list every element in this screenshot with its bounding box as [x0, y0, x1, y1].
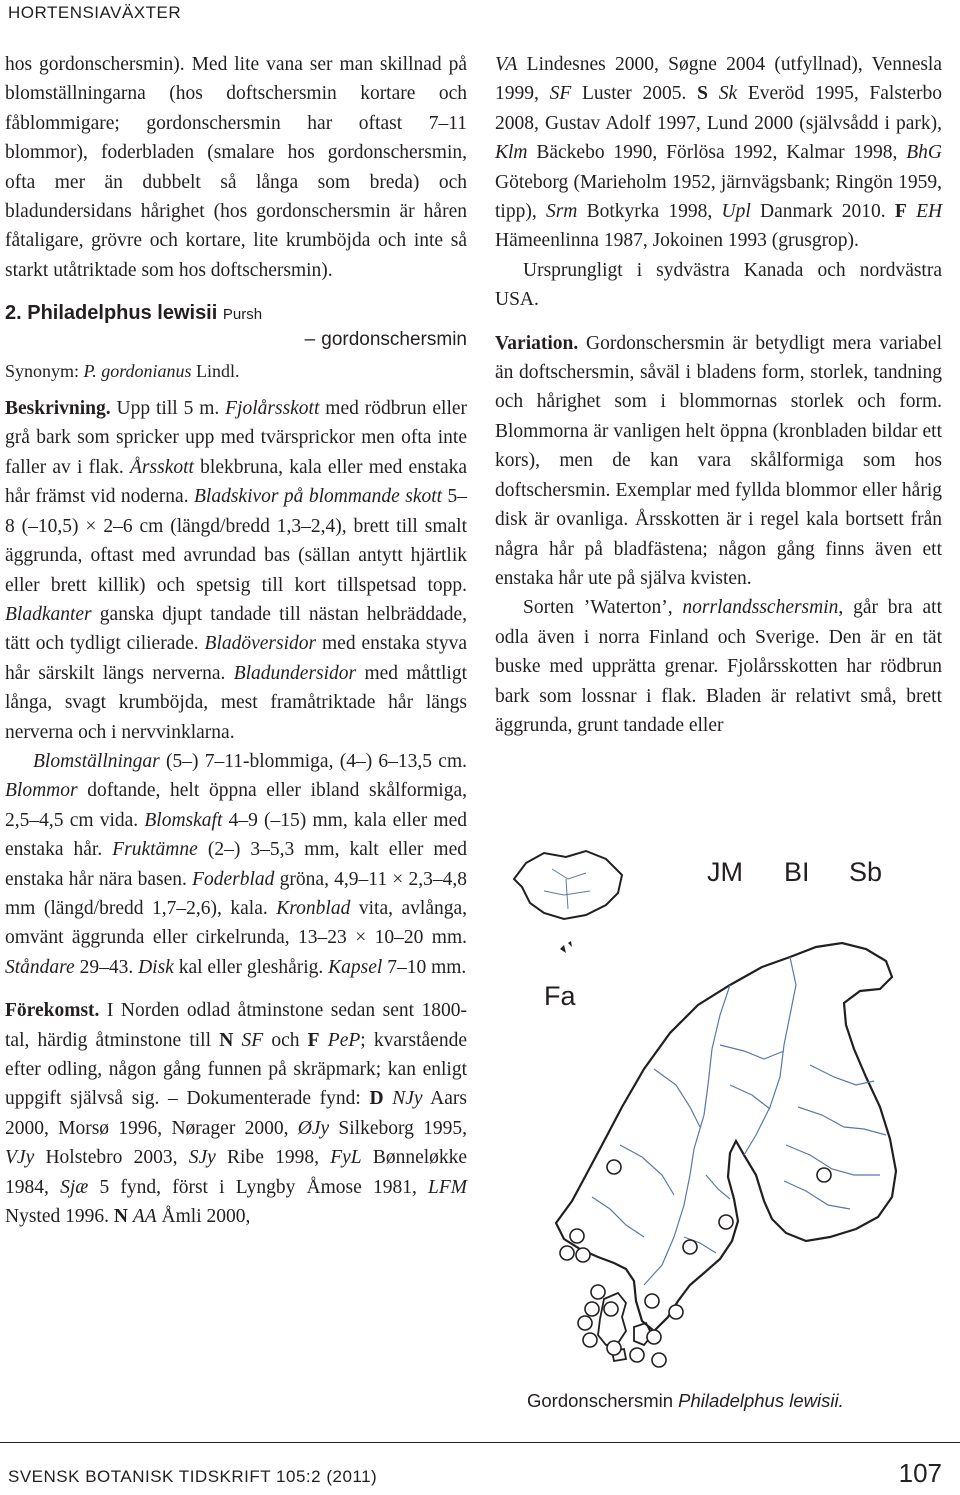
species-heading: 2. Philadelphus lewisii Pursh [5, 302, 263, 325]
occurrence-point [607, 1341, 621, 1355]
occurrence-paragraph: Förekomst. I Norden odlad åtminstone sedan sent 1800-tal, härdig åtminstone till N SF och F PeP; kvarstående efter odling, någon gång funnen på skräpmark; kan enligt uppgift självså sig. – Dokumenterade fynd: D NJy Aars 2000, Morsø 1996, Nørager 2000, ØJy Silkeborg 1995, VJy Holstebro 2003, SJy Ribe 1998, FyL Bønneløkke 1984, Sjæ 5 fynd, först i Lyngby Åmose 1981, LFM Nysted 1996. N AA Åmli 2000, [5, 1000, 468, 1228]
occurrence-point [645, 1294, 659, 1308]
occurrence-point [583, 1333, 597, 1347]
map-caption: Gordonschersmin Philadelphus lewisii. [527, 1390, 844, 1411]
label-fa: Fa [544, 981, 576, 1011]
occurrence-point [591, 1285, 605, 1299]
occurrence-point [578, 1316, 592, 1330]
occurrence-point [607, 1160, 621, 1174]
label-jm: JM [707, 857, 743, 887]
description-paragraph: Beskrivning. Upp till 5 m. Fjolårsskott med rödbrun eller grå bark som spricker upp med tvärsprickor men ofta inte faller av i flak. Årsskott blekbruna, kala eller med enstaka hår främst vid noderna. Bladskivor på blommande skott 5–8 (–10,5) × 2–6 cm (längd/bredd 1,3–2,4), brett till smalt äggrunda, oftast med avrundad bas (sällan antytt hjärtlik eller brett killik) och spetsig till kort tillspetsad topp. Bladkanter ganska djupt tandade till nästan helbräddade, tätt och tydligt cilierade. Bladöversidor med enstaka styva hår särskilt längs nerverna. Bladundersidor med måttligt långa, svagt krumböjda, mest framåtriktade hår längs nerverna och i nervvinklarna. [5, 398, 468, 743]
label-bi: BI [784, 857, 810, 887]
occurrence-continued: VA Lindesnes 2000, Søgne 2004 (utfyllnad), Vennesla 1999, SF Luster 2005. S Sk Everöd 1995, Falsterbo 2008, Gustav Adolf 1997, Lund 2000 (självsådd i park), Klm Bäckebo 1990, Förlösa 1992, Kalmar 1998, BhG Göteborg (Marieholm 1952, järnvägsbank; Ringön 1959, tipp), Srm Botkyrka 1998, Upl Danmark 2010. F EH Hämeenlinna 1987, Jokoinen 1993 (grusgrop). [495, 54, 943, 252]
occurrence-point [560, 1246, 574, 1260]
variation-paragraph: Variation. Gordonschersmin är betydligt mera variabel än doftschersmin, såväl i bladens form, storlek, tandning och hårighet som i blommornas storlek och form. Blommorna är vanligen helt öppna (kronbladen bildar ett kors), men de kan vara skålformiga som hos doftschersmin. Exemplar med fyllda blommor eller hårig disk är ovanliga. Årsskotten är i regel kala bortsett från några hår på bladfästena; någon gång finns även ett enstaka hår ute på själva kvisten. [495, 332, 943, 589]
fennoscandia-outline [556, 943, 896, 1331]
vernacular-name: – gordonschersmin [304, 329, 467, 351]
left-column [5, 50, 467, 1231]
occurrence-point [683, 1240, 697, 1254]
occurrence-point [604, 1302, 618, 1316]
occurrence-point [576, 1248, 590, 1262]
origin-paragraph: Ursprungligt i sydvästra Kanada och nordvästra USA. [495, 259, 942, 311]
synonym-line: Synonym: P. gordonianus Lindl. [5, 360, 240, 381]
distribution-map [494, 845, 949, 1390]
occurrence-points [560, 1160, 831, 1367]
right-column [495, 50, 942, 740]
internal-borders [592, 957, 886, 1285]
cultivar-paragraph: Sorten ’Waterton’, norrlandsschersmin, går bra att odla även i norra Finland och Sverige. Den är en tät buske med upprätta grenar. Fjolårsskotten har rödbrun bark som lossnar i flak. Bladen är relativt små, brett äggrunda, grunt tandade eller [495, 597, 942, 736]
occurrence-point [647, 1330, 661, 1344]
occurrence-point [719, 1215, 733, 1229]
flower-description-paragraph: Blomställningar (5–) 7–11-blommiga, (4–) 6–13,5 cm. Blommor doftande, helt öppna eller ibland skålformiga, 2,5–4,5 cm vida. Blomskaft 4–9 (–15) mm, kala eller med enstaka hår. Fruktämne (2–) 3–5,3 mm, kalt eller med enstaka hår nära basen. Foderblad gröna, 4,9–11 × 2,3–4,8 mm (längd/bredd 1,7–2,6), kala. Kronblad vita, avlånga, omvänt äggrunda eller cirkelrunda, 13–23 × 10–20 mm. Ståndare 29–43. Disk kal eller gleshårig. Kapsel 7–10 mm. [5, 750, 468, 978]
occurrence-point [817, 1168, 831, 1182]
occurrence-point [669, 1305, 683, 1319]
intro-paragraph: hos gordonschersmin). Med lite vana ser man skillnad på blomställningarna (hos doftschersmin kortare och fåblommigare; gordonschersmin har oftast 7–11 blommor), foderbladen (smalare hos gordonschersmin, ofta mer än dubbelt så långa som breda) och bladundersidans hårighet (hos gordonschersmin är håren fåtaligare, grövre och kortare, lite krumböjda och inte så starkt utåtriktade som hos doftschersmin). [5, 54, 467, 281]
faroe-islands [560, 941, 572, 953]
footer-divider [0, 1442, 960, 1443]
label-sb: Sb [849, 857, 883, 887]
occurrence-point [570, 1229, 584, 1243]
occurrence-point [630, 1348, 644, 1362]
occurrence-point [585, 1302, 599, 1316]
journal-footer: SVENSK BOTANISK TIDSKRIFT 105:2 (2011) [8, 1467, 378, 1486]
running-header: HORTENSIAVÄXTER [8, 3, 182, 22]
nordic-map-svg [494, 845, 949, 1390]
occurrence-point [652, 1353, 666, 1367]
page-number: 107 [898, 1458, 942, 1488]
